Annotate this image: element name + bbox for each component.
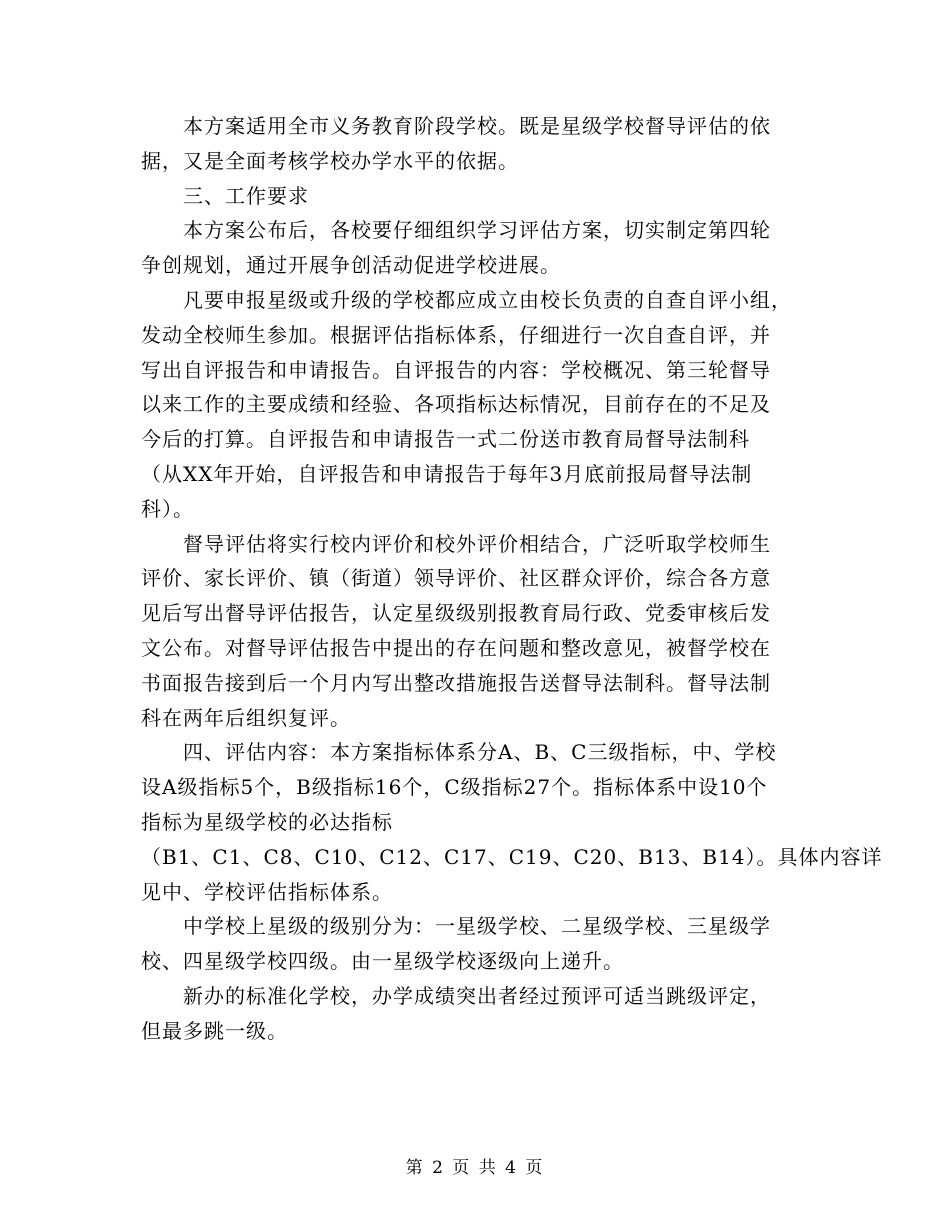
text-line: 发动全校师生参加。根据评估指标体系，仔细进行一次自查自评，并 [141, 322, 771, 347]
paragraph-self-assessment [141, 283, 811, 527]
text-line: 以来工作的主要成绩和经验、各项指标达标情况，目前存在的不足及 [141, 392, 771, 417]
text-line: 督导评估将实行校内评价和校外评价相结合，广泛听取学校师生 [141, 531, 771, 556]
paragraph-scope [141, 109, 811, 179]
text-line: 三、工作要求 [141, 183, 309, 208]
paragraph-star-levels [141, 909, 811, 979]
paragraph-evaluation [141, 527, 811, 736]
text-line: 中学校上星级的级别分为：一星级学校、二星级学校、三星级学 [141, 914, 771, 939]
text-line: 今后的打算。自评报告和申请报告一式二份送市教育局督导法制科 [141, 427, 750, 452]
text-line: 科）。 [141, 496, 194, 521]
text-line: 书面报告接到后一个月内写出整改措施报告送督导法制科。督导法制 [141, 670, 771, 695]
text-line: 设A级指标5个，B级指标16个，C级指标27个。指标体系中设10个 [141, 775, 768, 800]
paragraph-evaluation-content [141, 735, 883, 909]
text-line: 写出自评报告和申请报告。自评报告的内容：学校概况、第三轮督导 [141, 357, 771, 382]
text-line: 科在两年后组织复评。 [141, 705, 351, 730]
section-heading-work-requirements [141, 179, 811, 214]
text-line: （从XX年开始，自评报告和申请报告于每年3月底前报局督导法制 [141, 461, 753, 486]
paragraph-new-schools [141, 979, 811, 1049]
document-body [141, 109, 883, 1049]
text-line: 但最多跳一级。 [141, 1018, 288, 1043]
text-line: 文公布。对督导评估报告中提出的存在问题和整改意见，被督学校在 [141, 635, 771, 660]
text-line: 本方案公布后，各校要仔细组织学习评估方案，切实制定第四轮 [141, 218, 771, 243]
text-line: 本方案适用全市义务教育阶段学校。既是星级学校督导评估的依 [141, 114, 771, 138]
text-line: 见后写出督导评估报告，认定星级级别报教育局行政、党委审核后发 [141, 601, 771, 626]
text-line: 指标为星级学校的必达指标 [141, 809, 393, 834]
text-line: 新办的标准化学校，办学成绩突出者经过预评可适当跳级评定， [141, 983, 771, 1008]
text-line: 凡要申报星级或升级的学校都应成立由校长负责的自查自评小组， [141, 287, 792, 312]
text-line: 争创规划，通过开展争创活动促进学校进展。 [141, 253, 561, 278]
text-line: （B1、C1、C8、C10、C12、C17、C19、C20、B13、B14）。具体内容详 [141, 844, 883, 869]
text-line: 见中、学校评估指标体系。 [141, 879, 393, 904]
text-line: 据，又是全面考核学校办学水平的依据。 [141, 148, 519, 173]
text-line: 四、评估内容：本方案指标体系分A、B、C三级指标，中、学校 [141, 740, 777, 765]
text-line: 校、四星级学校四级。由一星级学校逐级向上递升。 [141, 949, 624, 974]
text-line: 评价、家长评价、镇（街道）领导评价、社区群众评价，综合各方意 [141, 566, 771, 591]
paragraph-publication [141, 213, 811, 283]
page-number-footer: 第 2 页 共 4 页 [405, 1158, 545, 1178]
